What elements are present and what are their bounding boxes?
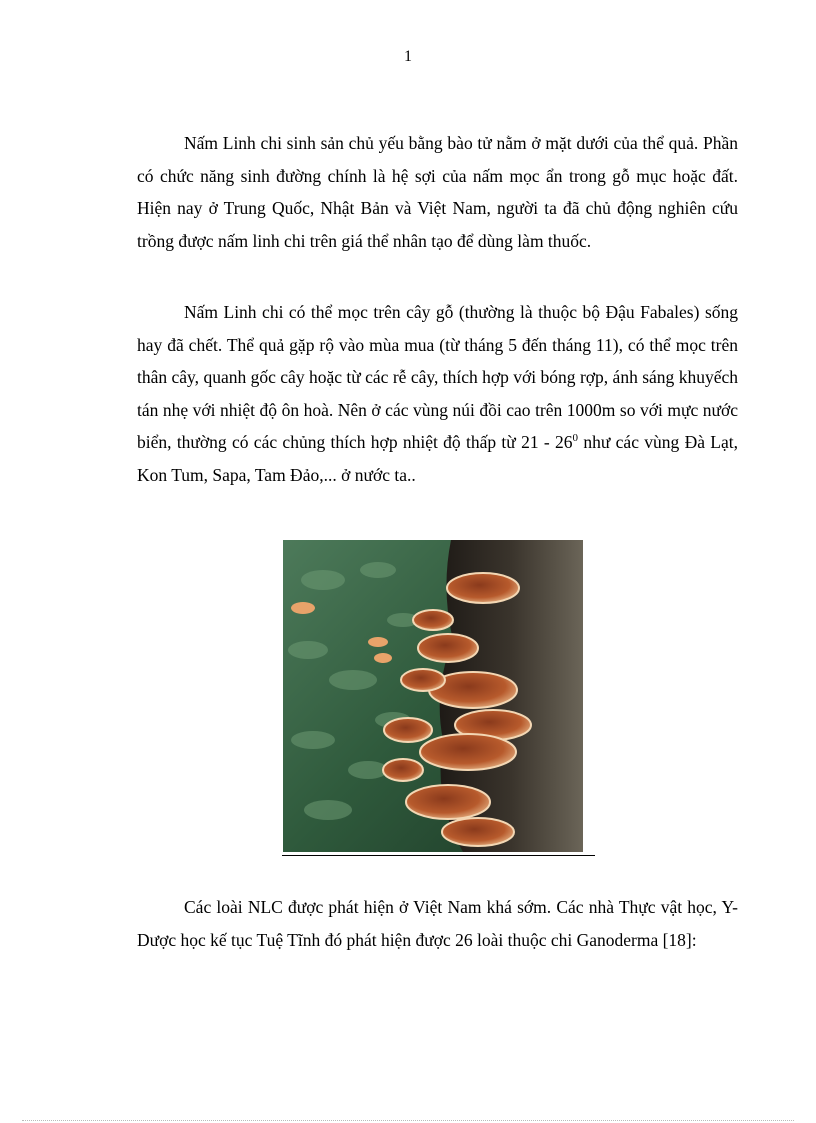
paragraph-vietnam-species: Các loài NLC được phát hiện ở Việt Nam khá sớm. Các nhà Thực vật học, Y- Dược học kế tục Tuệ Tĩnh đó phát hiện được 26 loài thuộc chi Ganoderma [18]: [137,897,738,950]
paragraph-habitat-text-end: như các vùng Đà Lạt, Kon Tum, Sapa, Tam Đảo,... ở nước ta.. [137,432,738,485]
paragraph-spore-reproduction: Nấm Linh chi sinh sản chủ yếu bằng bào tử nằm ở mặt dưới của thể quả. Phần có chức năng sinh đường chính là hệ sợi của nấm mọc ẩn trong gỗ mục hoặc đất. Hiện nay ở Trung Quốc, Nhật Bản và Việt Nam, người ta đã chủ động nghiên cứu trồng được nấm linh chi trên giá thể nhân tạo để dùng làm thuốc. [137,133,738,251]
page-number: 1 [404,48,412,65]
page-bottom-border [22,1120,794,1121]
photo-underline [282,855,595,856]
degree-superscript: 0 [572,432,579,445]
lingzhi-mushroom-photo [283,540,583,852]
paragraph-habitat-text: Nấm Linh chi có thể mọc trên cây gỗ (thường là thuộc bộ Đậu Fabales) sống hay đã chết. Thể quả gặp rộ vào mùa mua (từ tháng 5 đến tháng 11), có thể mọc trên thân cây, quanh gốc cây hoặc từ các rễ cây, thích hợp với bóng rợp, ánh sáng khuyếch tán nhẹ với nhiệt độ ôn hoà. Nên ở các vùng núi đồi cao trên 1000m so với mực nước biển, thường có các chủng thích hợp nhiệt độ thấp từ 21 - 26 [137,302,738,452]
paragraph-habitat [137,296,738,491]
